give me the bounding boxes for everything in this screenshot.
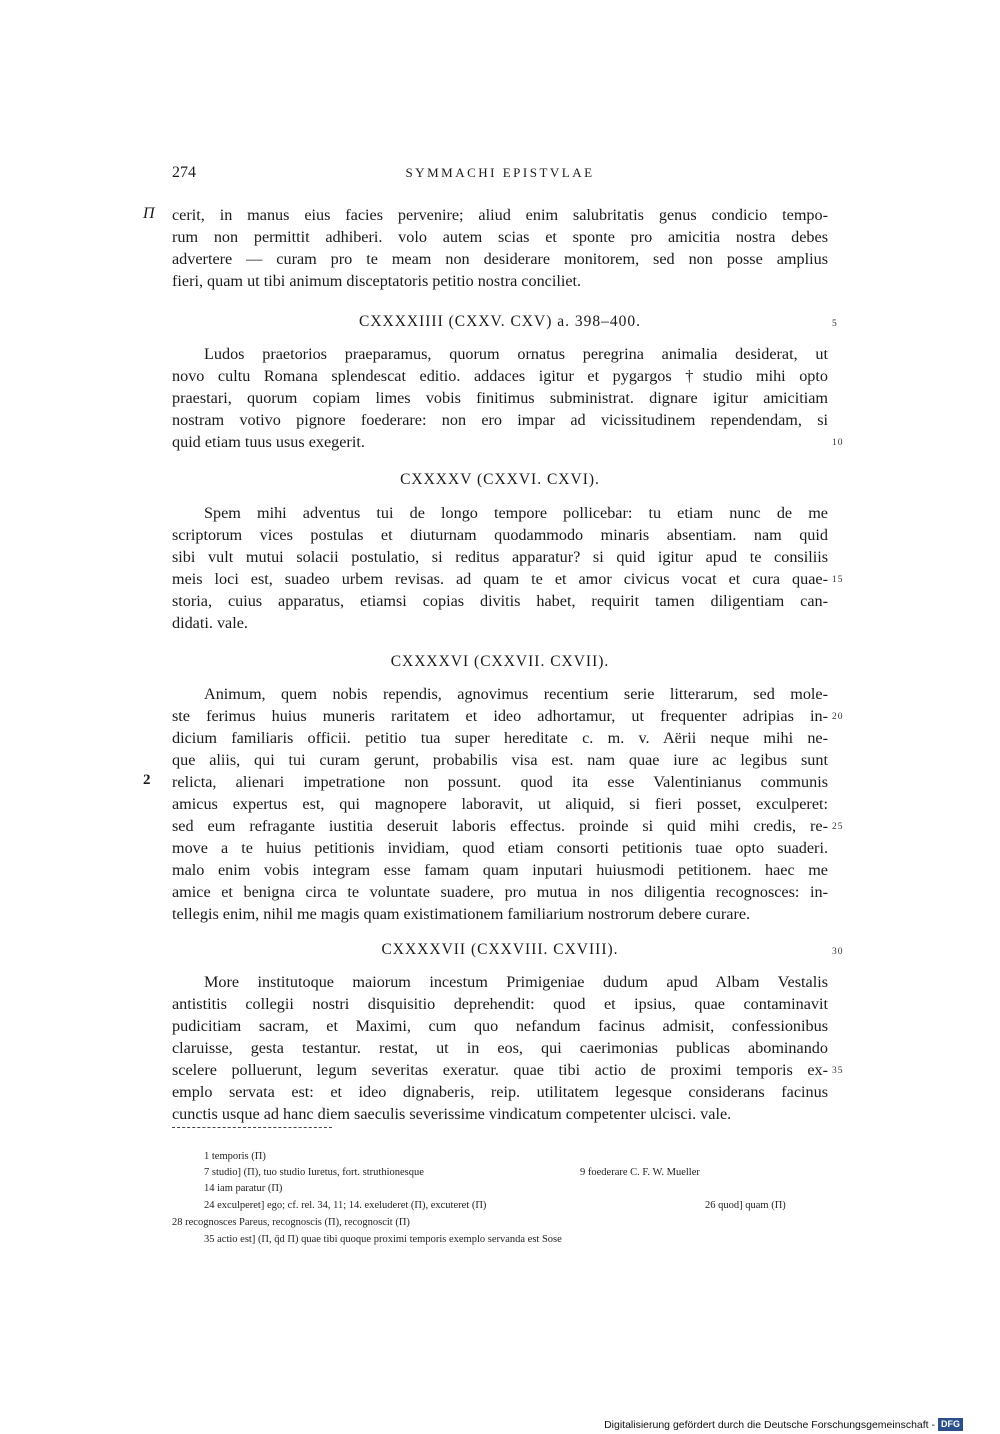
text-line: Ludos praetorios praeparamus, quorum ornatus peregrina animalia desiderat, ut — [204, 345, 828, 363]
line-number: 5 — [832, 319, 838, 329]
letter-heading: CXXXXIIII (CXXV. CXV) a. 398–400. — [359, 313, 641, 330]
text-line: fieri, quam ut tibi animum disceptatoris petitio nostra conciliet. — [172, 272, 582, 290]
text-line: sed eum refragante iustitia deseruit laboris effectus. proinde si quid mihi credis, re- — [172, 817, 828, 835]
letter-heading: CXXXXVII (CXXVIII. CXVIII). — [381, 941, 619, 958]
manuscript-siglum: Π — [143, 205, 155, 222]
footnote: 14 iam paratur (Π) — [204, 1183, 283, 1194]
footnote: 24 exculperet] ego; cf. rel. 34, 11; 14. exeluderet (Π), excuteret (Π) — [204, 1200, 487, 1211]
text-line: praestari, quorum copiam limes vobis finitimus subministrat. dignare igitur amicitiam — [172, 389, 828, 407]
text-line: More institutoque maiorum incestum Primigeniae dudum apud Albam Vestalis — [204, 973, 828, 991]
text-line: cunctis usque ad hanc diem saeculis severissime vindicatum competenter ulcisci. vale. — [172, 1105, 732, 1123]
text-line: relicta, alienari impetratione non possunt. quod ita esse Valentinianus communis — [172, 773, 828, 791]
letter-heading: CXXXXVI (CXXVII. CXVII). — [390, 653, 610, 670]
text-line: Spem mihi adventus tui de longo tempore pollicebar: tu etiam nunc de me — [204, 504, 828, 522]
footnote-rule — [172, 1127, 332, 1128]
line-number: 20 — [832, 712, 844, 722]
footnote: 9 foederare C. F. W. Mueller — [580, 1167, 700, 1178]
text-line: que aliis, qui tui curam gerunt, probabilis visa est. nam quae iure ac legibus sunt — [172, 751, 828, 769]
line-number: 25 — [832, 822, 844, 832]
text-line: meis loci est, suadeo urbem revisas. ad quam te et amor civicus vocat et cura quae- — [172, 570, 828, 588]
text-line: nostram votivo pignore foederare: non ero impar ad vicissitudinem rependendam, si — [172, 411, 828, 429]
letter-heading: CXXXXV (CXXVI. CXVI). — [400, 471, 600, 488]
text-line: amice et benigna circa te voluntate suadere, pro mutua in nos diligentia recognosces: in- — [172, 883, 828, 901]
text-line: pudicitiam sacram, et Maximi, cum quo nefandum facinus admisit, confessionibus — [172, 1017, 828, 1035]
line-number: 35 — [832, 1066, 844, 1076]
text-line: ste ferimus huius muneris raritatem et ideo adhortamur, ut frequenter adripias in- — [172, 707, 828, 725]
footnote: 35 actio est] (Π, q̄d Π) quae tibi quoque proximi temporis exemplo servanda est Sose — [204, 1234, 562, 1245]
text-line: move a te huius petitionis invidiam, quod etiam consorti petitionis tuae opto suaderi. — [172, 839, 828, 857]
line-number: 30 — [832, 947, 844, 957]
text-line: didati. vale. — [172, 614, 248, 632]
text-line: cerit, in manus eius facies pervenire; aliud enim salubritatis genus condicio tempo- — [172, 206, 828, 224]
line-number: 10 — [832, 438, 844, 448]
running-head — [172, 164, 828, 188]
footnote: 26 quod] quam (Π) — [705, 1200, 786, 1211]
text-line: antistitis collegii nostri disquisitio deprehendit: quod et ipsius, quae contaminavit — [172, 995, 828, 1013]
footnote: 28 recognosces Pareus, recognoscis (Π), recognoscit (Π) — [172, 1217, 410, 1228]
text-line: sibi vult mutui solacii postulatio, si reditus apparatur? si quid igitur apud te consiliis — [172, 548, 828, 566]
dfg-logo: DFG — [938, 1418, 963, 1431]
text-line: dicium familiaris officii. petitio tua super hereditate c. m. v. Aërii neque mihi ne- — [172, 729, 828, 747]
text-line: scriptorum vices postulas et diuturnam quodammodo minaris absentiam. nam quid — [172, 526, 828, 544]
credit-text: Digitalisierung gefördert durch die Deutsche Forschungsgemeinschaft - — [604, 1418, 935, 1431]
text-line: scelere polluerunt, legum severitas exeratur. quae tibi actio de proximi temporis ex- — [172, 1061, 828, 1079]
text-line: advertere — curam pro te meam non desiderare monitorem, sed non posse amplius — [172, 250, 828, 268]
text-line: storia, cuius apparatus, etiamsi copias divitis habet, requirit tamen diligentiam can- — [172, 592, 828, 610]
text-line: novo cultu Romana splendescat editio. addaces igitur et pygargos †studio mihi opto — [172, 367, 828, 385]
text-line: quid etiam tuus usus exegerit. — [172, 433, 365, 451]
text-line: malo enim vobis integram esse famam quam inputari huiusmodi petitionem. haec me — [172, 861, 828, 879]
text-line: tellegis enim, nihil me magis quam existimationem familiarium nostrorum debere curare. — [172, 905, 751, 923]
text-line: claruisse, gesta testantur. restat, ut in eos, qui caerimonias publicas abominando — [172, 1039, 828, 1057]
footnote: 7 studio] (Π), tuo studio Iuretus, fort. struthionesque — [204, 1167, 424, 1178]
digitization-credit — [604, 1418, 963, 1431]
paragraph-number: 2 — [143, 772, 151, 788]
text-line: rum non permittit adhiberi. volo autem scias et sponte pro amicitia nostra debes — [172, 228, 828, 246]
text-line: Animum, quem nobis rependis, agnovimus recentium serie litterarum, sed mole- — [204, 685, 828, 703]
line-number: 15 — [832, 575, 844, 585]
text-line: emplo servata est: et ideo dignaberis, reip. utilitatem legesque considerans facinus — [172, 1083, 828, 1101]
page-number: 274 — [172, 164, 196, 181]
text-line: amicus expertus est, qui magnopere laboravit, ut aliquid, si fieri posset, exculperet: — [172, 795, 828, 813]
footnote: 1 temporis (Π) — [204, 1151, 266, 1162]
running-title: SYMMACHI EPISTVLAE — [405, 165, 595, 180]
